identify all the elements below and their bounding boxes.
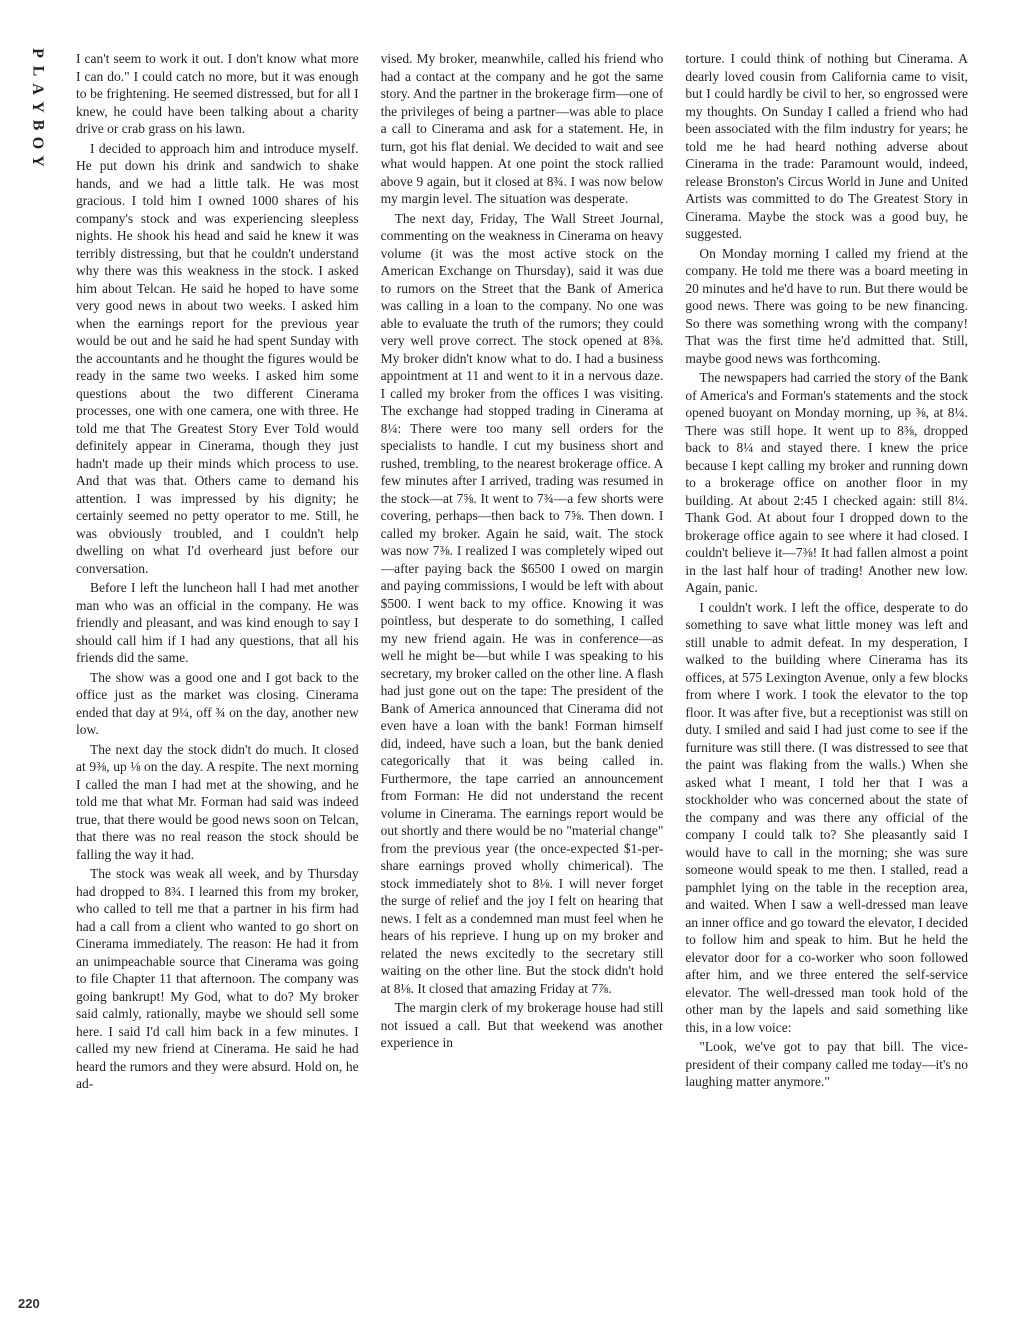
column-2 bbox=[381, 50, 664, 1290]
paragraph: I can't seem to work it out. I don't know what more I can do." I could catch no more, but it was enough to be frightening. He seemed distressed, but for all I knew, he could have been talking about a charity drive or crab grass on his lawn. bbox=[76, 51, 359, 136]
paragraph: "Look, we've got to pay that bill. The vice-president of their company called me today—it's no laughing matter anymore." bbox=[685, 1039, 969, 1089]
paragraph: The stock was weak all week, and by Thursday had dropped to 8¾. I learned this from my broker, who called to tell me that a partner in his firm had had a call from a client who wanted to go short on Cinerama immediately. The reason: He had it from an unimpeachable source that Cinerama was going to file Chapter 11 that afternoon. The company was going bankrupt! My God, what to do? My broker said calmly, rationally, maybe we should sell some here. I said I'd call him back in a few minutes. I called my new friend at Cinerama. He said he had heard the rumors and they were absurd. Hold on, he ad- bbox=[76, 866, 359, 1091]
paragraph: vised. My broker, meanwhile, called his friend who had a contact at the company and he got the same story. And the partner in the brokerage firm—one of the privileges of being a partner—was able to place a call to Cinerama and ask for a statement. He, in turn, got his flat denial. We decided to wait and see what would happen. At one point the stock rallied above 9 again, but it closed at 8¾. I was now below my margin level. The situation was desperate. bbox=[380, 51, 664, 206]
paragraph: The margin clerk of my brokerage house had still not issued a call. But that weekend was another experience in bbox=[380, 1000, 664, 1050]
running-head-letter: P bbox=[29, 48, 46, 58]
running-head bbox=[24, 44, 50, 170]
paragraph: I decided to approach him and introduce myself. He put down his drink and sandwich to shake hands, and we had a little talk. He was most gracious. I told him I owned 1000 shares of his company's stock and was experiencing sleepless nights. He shook his head and said he knew it was terribly distressing, but that he couldn't understand why there was this weakness in the stock. I asked him about Telcan. He said he hoped to have some very good news in about two weeks. I asked him when the earnings report for the previous year would be out and he said he had spent Sunday with the accountants and he thought the figures would be ready in the same two weeks. I asked him some questions about the two different Cinerama processes, one with one camera, one with three. He told me that The Greatest Story Ever Told would definitely appear in Cinerama, though they just hadn't made up their minds which process to use. And that was that. Others came to demand his attention. I was impressed by his dignity; he certainly seemed no petty operator to me. Still, he was obviously troubled, and I couldn't help dwelling on what I'd overheard just before our conversation. bbox=[76, 140, 359, 576]
column-3 bbox=[685, 50, 968, 1290]
paragraph: I couldn't work. I left the office, desperate to do something to save what little money was left and still unable to admit defeat. In my desperation, I walked to the building where Cinerama has its offices, at 575 Lexington Avenue, only a few blocks from where I work. I took the elevator to the top floor. It was after five, but a receptionist was still on duty. I smiled and said I had just come to see if the furniture was still there. (I was distressed to see that the paint was flaking from the walls.) When she asked what I meant, I told her that I was a stockholder who was concerned about the state of the company and was there any official of the company I could talk to? She pleasantly said I would have to call in the morning; she was sure someone would speak to me then. I stalled, read a pamphlet lying on the table in the reception area, and waited. When I saw a well-dressed man leave an inner office and go toward the elevator, I decided to follow him and speak to him. But he held the elevator door for a co-worker who soon followed after him, and we three entered the self-service elevator. The well-dressed man took hold of the other man by the lapels and said something like this, in a low voice: bbox=[685, 599, 969, 1035]
running-head-letter: A bbox=[29, 83, 46, 95]
running-head-letter: B bbox=[28, 119, 46, 131]
paragraph: The newspapers had carried the story of the Bank of America's and Forman's statements and the stock opened buoyant on Monday morning, up ⅜, at 8¼. There was still hope. It went up to 8⅜, dropped back to 8¼ and stayed there. I knew the price because I kept calling my broker and running down to a brokerage office on another floor in my building. At about 2:45 I checked again: still 8¼. Thank God. At about four I dropped down to the brokerage office again to see where it had closed. I couldn't believe it—7⅜! It had fallen almost a point in the last half hour of trading! Another new low. Again, panic. bbox=[685, 370, 969, 595]
paragraph: On Monday morning I called my friend at the company. He told me there was a board meeting in 20 minutes and he'd have to run. But there would be good news. There was going to be new financing. So there was something wrong with the company! That was the first time he'd admitted that. Still, maybe good news was forthcoming. bbox=[685, 245, 969, 366]
running-head-letter: L bbox=[28, 65, 46, 77]
running-head-letter: Y bbox=[29, 101, 46, 113]
page-number: 220 bbox=[18, 1296, 40, 1311]
paragraph: The show was a good one and I got back to the office just as the market was closing. Cinerama ended that day at 9¼, off ¾ on the day, another new low. bbox=[76, 669, 359, 737]
paragraph: Before I left the luncheon hall I had met another man who was an official in the company. He was friendly and pleasant, and was kind enough to say I should call him if I had any questions, that all his friends did the same. bbox=[76, 580, 359, 665]
paragraph: torture. I could think of nothing but Cinerama. A dearly loved cousin from California came to visit, but I could hardly be civil to her, so engrossed were my thoughts. On Sunday I called a friend who had been associated with the film industry for years; he told me he had heard nothing adverse about Cinerama in the trade: Paramount would, indeed, release Bronston's Circus World in June and United Artists was committed to do The Greatest Story in Cinerama. Maybe the stock was a good buy, he suggested. bbox=[685, 51, 969, 241]
running-head-letter: O bbox=[28, 136, 46, 150]
column-1 bbox=[76, 50, 359, 1290]
article-body bbox=[76, 50, 968, 1290]
paragraph: The next day, Friday, The Wall Street Journal, commenting on the weakness in Cinerama on heavy volume (it was the most active stock on the American Exchange on Thursday), said it was due to rumors on the Street that the Bank of America was calling in a loan to the company. No one was able to evaluate the truth of the rumors; they could very well prove correct. The stock opened at 8⅜. My broker didn't know what to do. I had a business appointment at 11 and went to it in a nervous daze. I called my broker from the offices I was visiting. The exchange had stopped trading in Cinerama at 8¼: There were too many sell orders for the specialists to handle. I cut my business short and rushed, trembling, to the nearest brokerage office. A few minutes after I arrived, trading was resumed in the stock—at 7⅝. It went to 7¾—a few shorts were covering, perhaps—then back to 7⅝. Then down. I called my broker. Again he said, wait. The stock was now 7⅜. I realized I was completely wiped out—after paying back the $6500 I owed on margin and paying commissions, I would be left with about $500. I went back to my office. Knowing it was pointless, but desperate to do something, I called my new friend again. He was in conference—as well he might be—but while I was speaking to his secretary, my broker called on the other line. A flash had just gone out on the tape: The president of the Bank of America announced that Cinerama did not even have a loan with the bank! Forman himself did, indeed, have such a loan, but the bank denied categorically that it was being called in. Furthermore, the tape carried an announcement from Forman: He did not understand the recent volume in Cinerama. The earnings report would be out shortly and there would be no "material change" from the previous year (the once-expected $1-per-share earnings proved wholly chimerical). The stock immediately shot to 8⅛. I will never forget the surge of relief and the joy I felt on hearing that news. I felt as a condemned man must feel when he hears of his reprieve. I hung up on my broker and related the news excitedly to the secretary still waiting on the other line. But the stock didn't hold at 8⅛. It closed that amazing Friday at 7⅞. bbox=[380, 210, 664, 996]
running-head-letter: Y bbox=[29, 155, 46, 167]
paragraph: The next day the stock didn't do much. It closed at 9⅜, up ⅛ on the day. A respite. The next morning I called the man I had met at the showing, and he told me that what Mr. Forman had said was indeed true, that there would be good news soon on Telcan, that there was no real reason the stock should be falling the way it had. bbox=[76, 741, 359, 862]
